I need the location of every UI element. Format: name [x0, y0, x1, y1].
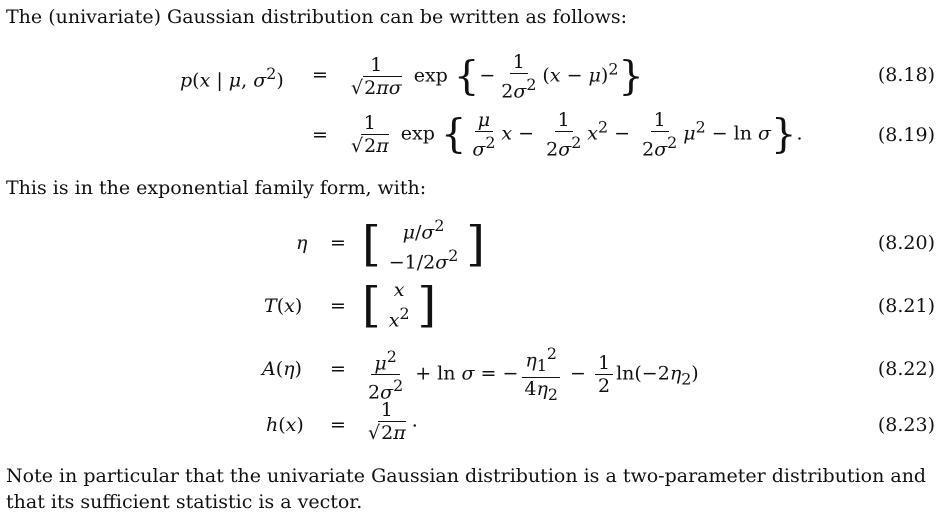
- eq-number-8-20: (8.20): [877, 232, 935, 254]
- eq-8-19-equals: =: [312, 124, 328, 146]
- intro-paragraph: The (univariate) Gaussian distribution can be written as follows:: [6, 6, 628, 28]
- eq-8-21-lhs: T(x): [264, 295, 303, 317]
- eq-8-21-rhs: [ x $x^2$ ]: [362, 277, 437, 334]
- eq-8-23-equals: =: [330, 414, 346, 436]
- eq-number-8-19: (8.19): [877, 124, 935, 146]
- eq-8-18-equals: =: [312, 64, 328, 86]
- eq-number-8-21: (8.21): [877, 295, 935, 317]
- equation-8-20: [0, 214, 943, 274]
- eq-8-23-lhs: h(x): [266, 414, 304, 436]
- equation-8-19: [0, 108, 943, 164]
- eq-number-8-23: (8.23): [877, 414, 935, 436]
- closing-line-2: that its sufficient statistic is a vector.: [6, 491, 363, 513]
- equation-8-18: [0, 52, 943, 102]
- eq-8-18-lhs: p(x | μ, $\sigma^2$): [180, 64, 284, 92]
- equation-8-21: [0, 278, 943, 336]
- eq-8-22-lhs: A(η): [262, 358, 302, 380]
- eq-8-22-equals: =: [330, 358, 346, 380]
- eq-8-20-equals: =: [330, 232, 346, 254]
- eq-8-21-equals: =: [330, 295, 346, 317]
- closing-line-1: Note in particular that the univariate Gaussian distribution is a two-parameter distribution and: [6, 465, 927, 487]
- equation-8-23: [0, 398, 943, 452]
- eq-8-23-rhs: $\frac{1}{√2\pi}$ .: [368, 399, 418, 444]
- eq-number-8-18: (8.18): [877, 64, 935, 86]
- eq-8-22-rhs: $\frac{\mu^2}{2\sigma^2}$ + ln σ = − $\frac{\eta_1^2}{4\eta_2}$ − $\frac{1}{2}$ $\ln(-2\eta_2)$: [368, 344, 699, 404]
- exp-family-paragraph: This is in the exponential family form, with:: [6, 177, 427, 199]
- equation-8-22: [0, 342, 943, 404]
- eq-8-19-rhs: $\frac{1}{√2\pi}$ exp { $\frac{\mu}{\sigma^2}$ x − $\frac{1}{2\sigma^2}$ $x^2$ − $\frac{1}{2\sigma^2}$ $\mu^2 - \ln \sigma$}.: [351, 109, 803, 161]
- eq-number-8-22: (8.22): [877, 358, 935, 380]
- eq-8-20-rhs: [ $\mu/\sigma^2$ $-1/2\sigma^2$ ]: [362, 216, 486, 274]
- closing-paragraph: [6, 463, 926, 515]
- eq-8-20-lhs: η: [296, 232, 308, 254]
- eq-8-18-rhs: $\frac{1}{√2\pi\sigma}$ exp {− $\frac{1}{2\sigma^2}$ $(x - \mu)^2$}: [351, 51, 644, 103]
